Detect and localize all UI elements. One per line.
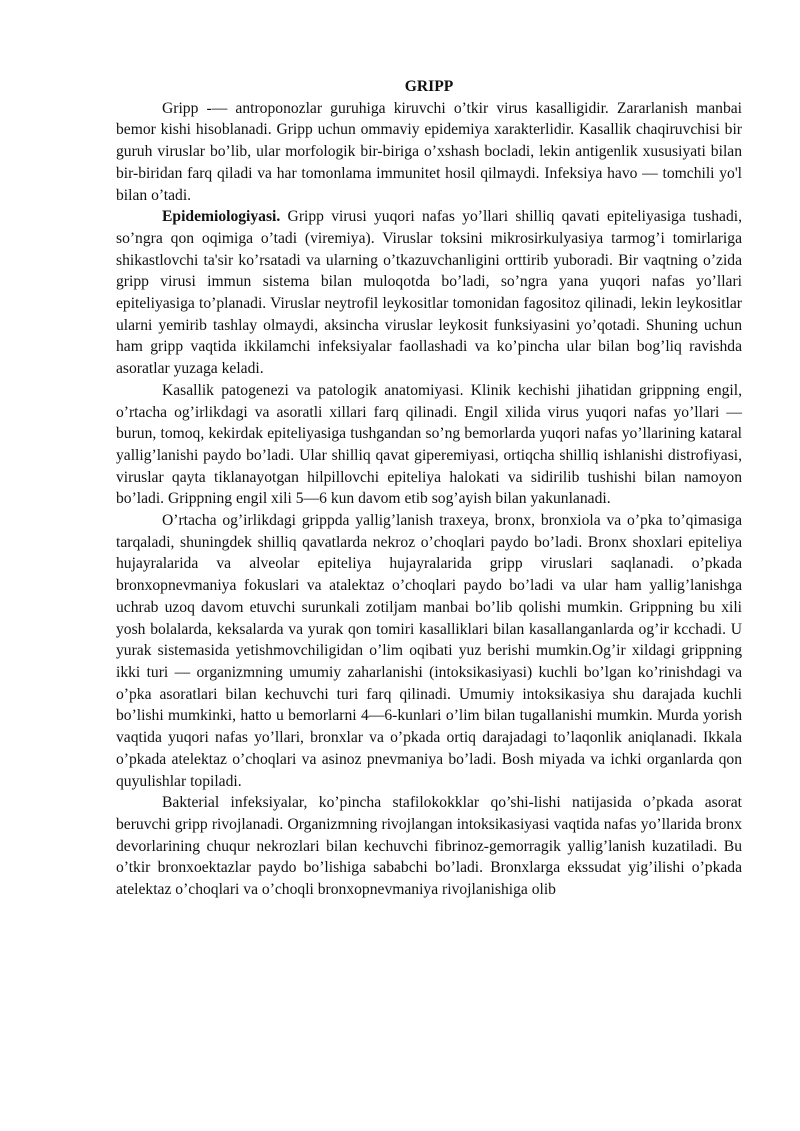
paragraph-epidemiology-text: Gripp virusi yuqori nafas yo’llari shilliq qavati epiteliyasiga tushadi, so’ngra qon oqimiga o’tadi (viremiya). Viruslar toksini mikrosirkulyasiya tarmog’i tomirlariga shikastlovchi ta'sir ko’rsatadi va ularning o’tkazuvchanligini orttirib yuboradi. Bir vaqtning o’zida gripp virusi immun sistema bilan muloqotda bo’ladi, so’ngra yana yuqori nafas yo’llari epiteliyasiga to’planadi. Viruslar neytrofil leykositlar tomonidan fagositoz qilinadi, lekin leykositlar ularni yemirib tashlay olmaydi, aksincha viruslar leykosit funksiyasini yo’qotadi. Shuning uchun ham gripp vaqtida ikkilamchi infeksiyalar faollashadi va ko’pincha ular bilan bog’liq ravishda asoratlar yuzaga keladi. [116,208,742,378]
paragraph-pathogenesis [116,380,742,510]
document-title: GRIPP [404,78,454,95]
paragraph-moderate-form-text: O’rtacha og’irlikdagi grippda yallig’lanish traxeya, bronx, bronxiola va o’pka to’qimasiga tarqaladi, shuningdek shilliq qavatlarda nekroz o’choqlari paydo bo’ladi. Bronx shoxlari epiteliya hujayralarida va alveolar epiteliya hujayralarida gripp viruslari saqlanadi. o’pkada bronxopnevmaniya fokuslari va atalektaz o’choqlari paydo bo’ladi va ular ham yallig’lanishga uchrab uzoq davom etuvchi surunkali zotiljam manbai bo’lib qolishi mumkin. Grippning bu xili yosh bolalarda, keksalarda va yurak qon tomiri kasalliklari bilan kasallanganlarda og’ir kcchadi. U yurak sistemasida yetishmovchiligidan o’lim oqibati yuz berishi mumkin.Og’ir xildagi grippning ikki turi — organizmning umumiy zaharlanishi (intoksikasiyasi) kuchli bo’lgan ko’rinishdagi va o’pka asoratlari bilan kechuvchi turi farq qilinadi. Umumiy intoksikasiya shu darajada kuchli bo’lishi mumkinki, hatto u bemorlarni 4—6-kunlari o’lim bilan tugallanishi mumkin. Murda yorish vaqtida yuqori nafas yo’llari, bronxlar va o’pkada ortiq darajadagi to’laqonlik aniqlanadi. Ikkala o’pkada atelektaz o’choqlari va asinoz pnevmaniya bo’ladi. Bosh miyada va ichki organlarda qon quyulishlar topiladi. [116,512,742,790]
paragraph-pathogenesis-text: Kasallik patogenezi va patologik anatomiyasi. Klinik kechishi jihatidan grippning engil, o’rtacha og’irlikdagi va asoratli xillari farq qilinadi. Engil xilida virus yuqori nafas yo’llari — burun, tomoq, kekirdak epiteliyasiga tushgandan so’ng bemorlarda yuqori nafas yo’llarining kataral yallig’lanishi paydo bo’ladi. Ular shilliq qavat giperemiyasi, ortiqcha shilliq ishlanishi distrofiyasi, viruslar qayta tiklanayotgan hilpillovchi epiteliya halokati va sidirilib tushishi bilan namoyon bo’ladi. Grippning engil xili 5—6 kun davom etib sog’ayish bilan yakunlanadi. [116,381,742,508]
paragraph-epidemiology [116,206,742,380]
document-page [116,76,742,901]
paragraph-intro-text: Gripp -— antroponozlar guruhiga kiruvchi o’tkir virus kasalligidir. Zararlanish manbai bemor kishi hisoblanadi. Gripp uchun ommaviy epidemiya xarakterlidir. Kasallik chaqiruvchisi bir guruh viruslar bo’lib, ular morfologik bir-biriga o’xshash bocladi, lekin antigenlik xususiyati bilan bir-biridan farq qiladi va har tomonlama immunitet hosil qilmaydi. Infeksiya havo — tomchili yo'l bilan o’tadi. [116,99,742,204]
section-heading-epidemiology: Epidemiologiyasi. [162,208,281,226]
paragraph-intro [116,98,742,207]
paragraph-moderate-form [116,510,742,792]
paragraph-bacterial-text: Bakterial infeksiyalar, ko’pincha stafilokokklar qo’shi-lishi natijasida o’pkada asorat beruvchi gripp rivojlanadi. Organizmning rivojlangan intoksikasiyasi vaqtida nafas yo’llarida bronx devorlarining chuqur nekrozlari bilan kechuvchi fibrinoz-gemorragik yallig’lanish kuzatiladi. Bu o’tkir bronxoektazlar paydo bo’lishiga sababchi bo’ladi. Bronxlarga ekssudat yig’ilishi o’pkada atelektaz o’choqlari va o’choqli bronxopnevmaniya rivojlanishiga olib [116,794,742,899]
paragraph-bacterial [116,792,742,901]
